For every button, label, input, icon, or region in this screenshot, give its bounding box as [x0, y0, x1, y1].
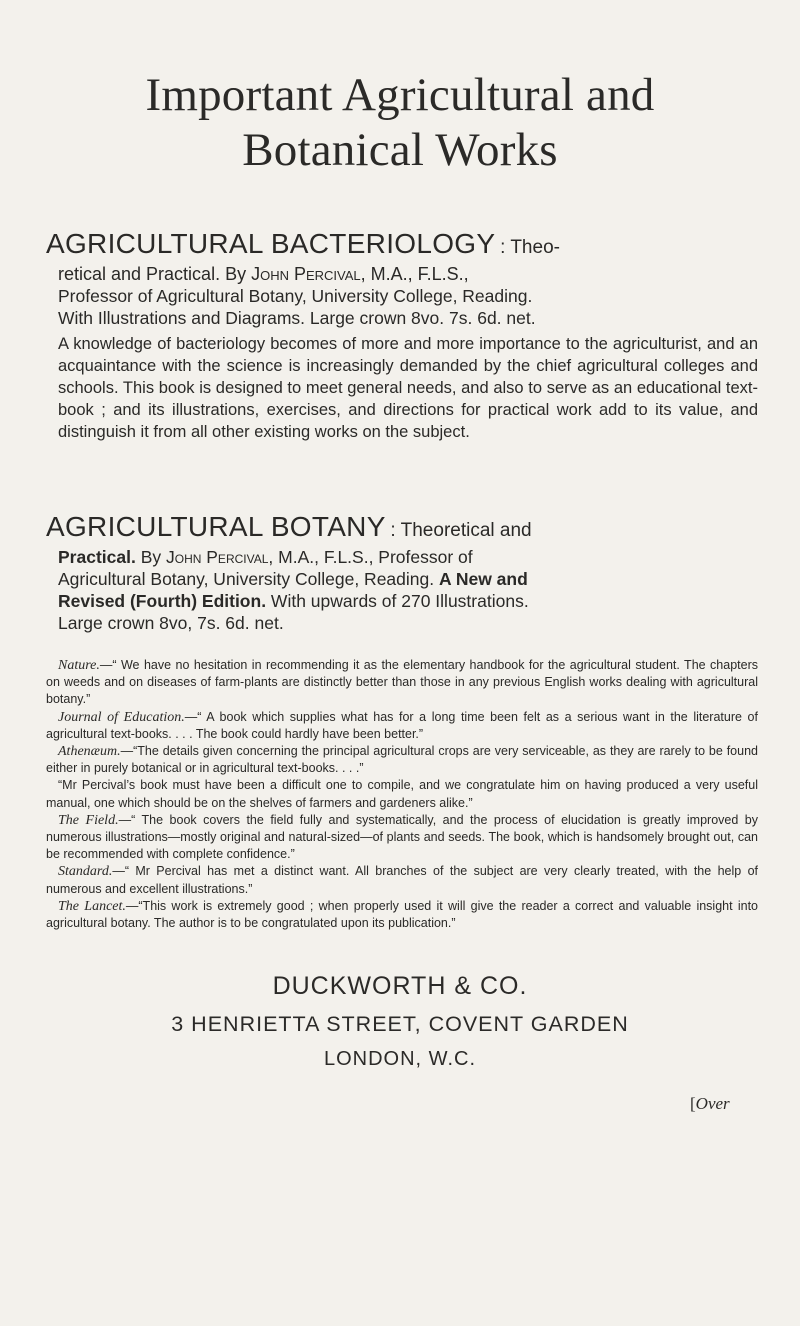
byline-by: By [220, 264, 252, 284]
review-item [46, 812, 758, 864]
review-item [46, 709, 758, 743]
review-item [46, 657, 758, 709]
review-source: Athenæum. [58, 744, 121, 760]
review-text: —“This work is extremely good ; when properly used it will give the reader a correct and valuable insight into agricultural botany. The author is to be congratulated upon its publication.” [46, 898, 758, 931]
review-source: Standard. [58, 864, 113, 880]
book-details: With Illustrations and Diagrams. Large crown 8vo. 7s. 6d. net. [58, 308, 536, 328]
book-description [58, 333, 758, 443]
book-byline [58, 263, 758, 285]
book-heading [46, 512, 758, 546]
book-title: AGRICULTURAL BOTANY [46, 511, 386, 542]
review-text: —“The details given concerning the principal agricultural crops are very serviceable, as they are rarely to be found either in purely botanical or in agricultural text-books. . . .” [46, 744, 758, 776]
author-name: John Percival [165, 547, 269, 567]
review-item [46, 777, 758, 811]
book-price: Large crown 8vo, 7s. 6d. net. [58, 613, 284, 633]
review-item [46, 898, 758, 932]
review-source: Nature. [58, 658, 100, 673]
author-position [58, 568, 758, 590]
review-item [46, 863, 758, 897]
byline-by: By [135, 547, 166, 567]
publisher-name: DUCKWORTH & CO. [272, 972, 528, 1000]
author-credentials: , M.A., F.L.S., [360, 264, 469, 284]
review-source: Journal of Education. [58, 709, 185, 725]
author-position: Professor of Agricultural Botany, University College, Reading. [58, 286, 533, 306]
book-subtitle: : Theoretical and [390, 520, 532, 541]
publisher-city: LONDON, W.C. [323, 1048, 476, 1070]
edition-name: Revised (Fourth) Edition. [58, 591, 267, 611]
illustrations-note: With upwards of 270 Illustrations. [266, 591, 529, 611]
book-subtitle: : Theo- [500, 237, 560, 258]
subtitle-continued: Practical. [58, 547, 136, 567]
review-text: —“ We have no hesitation in recommending it as the elementary handbook for the agricultural student. The chapters on weeds and on diseases of farm-plants are distinctly better than those in any previous English works dealing with agricultural botany.” [46, 658, 758, 707]
book-details [58, 590, 758, 612]
book-heading [46, 229, 758, 263]
publisher-address: 3 HENRIETTA STREET, COVENT GARDEN [171, 1012, 629, 1036]
review-source: The Field. [58, 812, 119, 828]
review-text: —“ Mr Percival has met a distinct want. All branches of the subject are very clearly treated, with the help of numerous and excellent illustrations.” [46, 864, 758, 896]
book-entry-bacteriology [46, 228, 758, 443]
press-reviews [46, 657, 758, 932]
review-source: The Lancet. [58, 898, 126, 914]
edition-note: A New and [438, 569, 528, 589]
page-turn-note [690, 1094, 730, 1114]
page-title-line-1: Important Agricultural and [145, 69, 655, 121]
book-title: AGRICULTURAL BACTERIOLOGY [46, 228, 496, 259]
review-text: —“ A book which supplies what has for a long time been felt as a serious want in the literature of agricultural text-books. . . . The book could hardly have been better.” [46, 709, 758, 741]
book-entry-botany [46, 511, 758, 634]
bracket-mark: [ [690, 1094, 696, 1113]
review-text: “Mr Percival’s book must have been a difficult one to compile, and we congratulate him on having produced a very useful manual, one which should be on the shelves of farmers and gardeners alike.” [46, 778, 758, 810]
author-name: John Percival [251, 264, 361, 284]
description-text: A knowledge of bacteriology becomes of more and more importance to the agriculturist, and an acquaintance with the science is increasingly demanded by the chief agricultural colleges and schools. This book is designed to meet general needs, and also to serve as an educational text-book ; and its illustrations, exercises, and directions for practical work add to its value, and distinguish it from all other existing works on the subject. [58, 335, 758, 441]
review-item [46, 743, 758, 777]
book-byline [58, 546, 758, 568]
author-position-text: Agricultural Botany, University College, Reading. [58, 569, 435, 589]
subtitle-continued: retical and Practical. [58, 264, 221, 284]
page-title-line-2: Botanical Works [242, 124, 558, 176]
over-label: Over [695, 1094, 730, 1113]
author-credentials: , M.A., F.L.S., Professor of [268, 547, 473, 567]
review-text: —“ The book covers the field fully and systematically, and the process of elucidation is greatly improved by numerous illustrations—mostly original and natural-sized—of plants and seeds. The book, which is handsomely brought out, can be recommended with complete confidence.” [46, 812, 758, 862]
